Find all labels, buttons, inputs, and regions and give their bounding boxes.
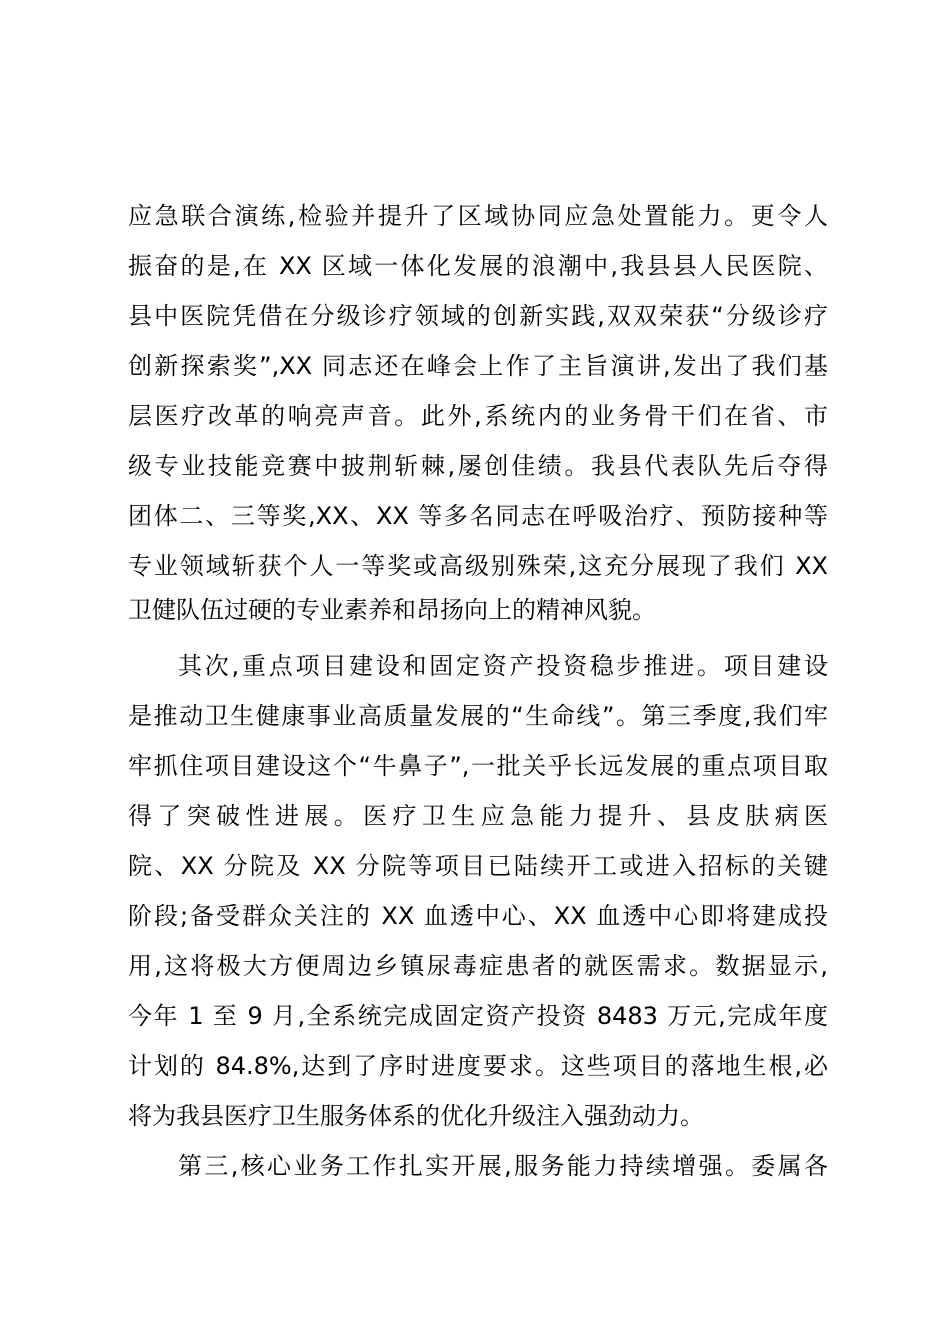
text-line: 是推动卫生健康事业高质量发展的“生命线”。第三季度,我们牢	[128, 702, 828, 730]
text-line: 用,这将极大方便周边乡镇尿毒症患者的就医需求。数据显示,	[128, 952, 828, 980]
text-line: 团体二、三等奖,XX、XX 等多名同志在呼吸治疗、预防接种等	[128, 502, 828, 530]
text-line: 院、XX 分院及 XX 分院等项目已陆续开工或进入招标的关键	[128, 852, 828, 880]
text-line: 得了突破性进展。医疗卫生应急能力提升、县皮肤病医	[128, 802, 828, 830]
text-line: 级专业技能竞赛中披荆斩棘,屡创佳绩。我县代表队先后夺得	[128, 452, 828, 480]
paragraph-first-line: 其次,重点项目建设和固定资产投资稳步推进。项目建设	[178, 652, 828, 680]
text-line: 计划的 84.8%,达到了序时进度要求。这些项目的落地生根,必	[128, 1052, 828, 1080]
text-line: 阶段;备受群众关注的 XX 血透中心、XX 血透中心即将建成投	[128, 902, 828, 930]
text-line: 县中医院凭借在分级诊疗领域的创新实践,双双荣获“分级诊疗	[128, 302, 828, 330]
text-line: 层医疗改革的响亮声音。此外,系统内的业务骨干们在省、市	[128, 402, 828, 430]
text-line: 振奋的是,在 XX 区域一体化发展的浪潮中,我县县人民医院、	[128, 252, 828, 280]
text-line: 将为我县医疗卫生服务体系的优化升级注入强劲动力。	[128, 1102, 704, 1130]
text-line: 专业领域斩获个人一等奖或高级别殊荣,这充分展现了我们 XX	[128, 552, 828, 580]
text-line: 今年 1 至 9 月,全系统完成固定资产投资 8483 万元,完成年度	[128, 1002, 828, 1030]
text-line: 创新探索奖”,XX 同志还在峰会上作了主旨演讲,发出了我们基	[128, 352, 828, 380]
text-line: 卫健队伍过硬的专业素养和昂扬向上的精神风貌。	[128, 596, 656, 624]
text-line: 牢抓住项目建设这个“牛鼻子”,一批关乎长远发展的重点项目取	[128, 752, 828, 780]
paragraph-first-line: 第三,核心业务工作扎实开展,服务能力持续增强。委属各	[178, 1152, 828, 1180]
text-line: 应急联合演练,检验并提升了区域协同应急处置能力。更令人	[128, 202, 828, 230]
